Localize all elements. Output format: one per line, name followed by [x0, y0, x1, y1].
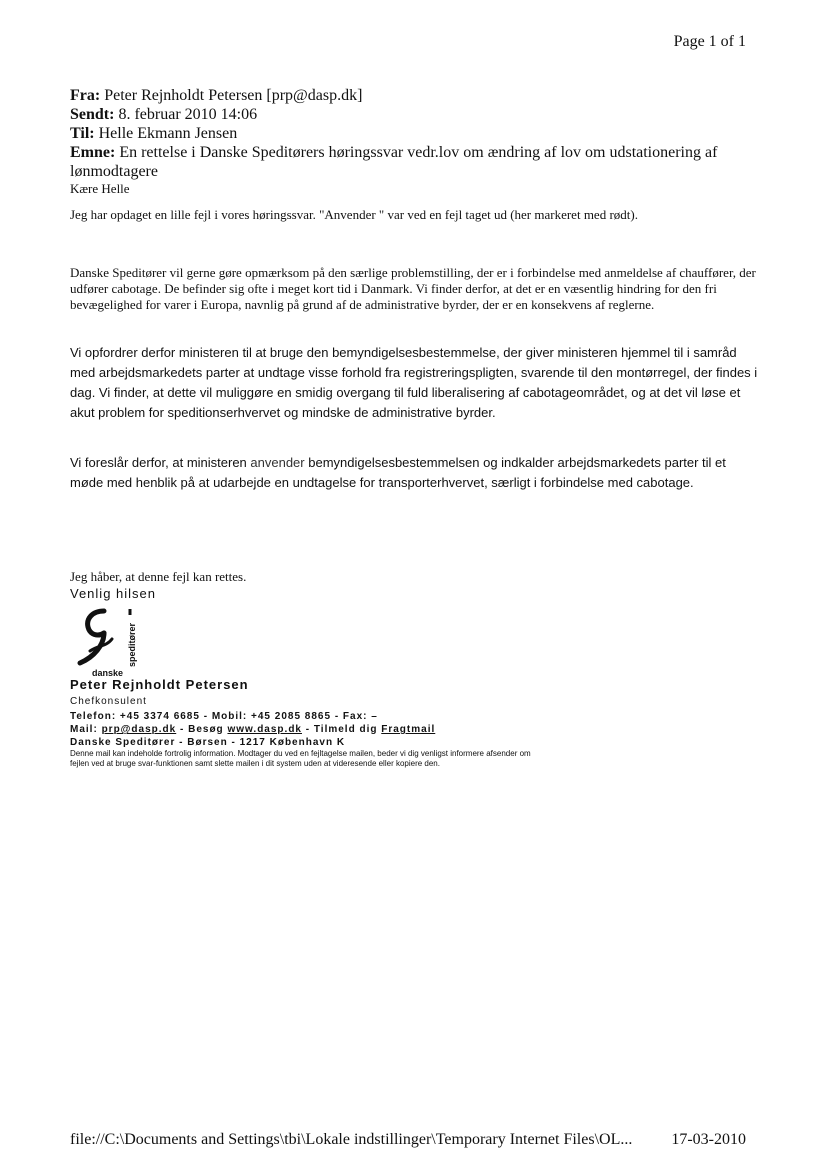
to-value: Helle Ekmann Jensen	[98, 125, 238, 142]
footer-date: 17-03-2010	[671, 1131, 746, 1148]
to-label: Til:	[70, 125, 95, 142]
website-link[interactable]: www.dasp.dk	[227, 724, 302, 735]
signature-disclaimer: Denne mail kan indeholde fortrolig information. Modtager du ved en fejltagelse mailen, beder vi dig venligst informere afsender om fejlen ved at bruge svar-funktionen samt slette mailen i dit system uden at videresende eller kopiere den.	[70, 749, 531, 768]
from-value: Peter Rejnholdt Petersen [prp@dasp.dk]	[104, 87, 363, 104]
correction-note: Jeg har opdaget en lille fejl i vores høringssvar. "Anvender " var ved en fejl taget ud (her markeret med rødt).	[70, 207, 638, 222]
highlighted-word: anvender	[250, 455, 305, 470]
danske-speditorer-logo	[74, 605, 144, 679]
subject-value: En rettelse i Danske Speditørers høringssvar vedr.lov om ændring af lov om udstationering af lønmodtagere	[70, 144, 718, 180]
signup-label: - Tilmeld dig	[301, 724, 382, 735]
regards-text: Venlig hilsen	[70, 586, 156, 601]
greeting: Kære Helle	[70, 181, 130, 196]
proposal-text-after: bemyndigelsesbestemmelsen og indkalder arbejdsmarkedets parter til et møde med henblik på at udarbejde en undtagelse for transporterhvervet, særligt i forbindelse med cabotage.	[70, 455, 726, 490]
subject-label: Emne:	[70, 144, 116, 161]
signature-title: Chefkonsulent	[70, 696, 147, 707]
signature-mail-line	[70, 723, 760, 736]
closing-block	[70, 569, 760, 602]
sent-line	[70, 105, 760, 124]
paragraph-proposal	[70, 453, 760, 493]
footer-file-path: file://C:\Documents and Settings\tbi\Lokale indstillinger\Temporary Internet Files\OL...	[70, 1131, 633, 1148]
proposal-text-before: Vi foreslår derfor, at ministeren	[70, 455, 251, 470]
mail-label: Mail:	[70, 724, 102, 735]
signature-phone-line: Telefon: +45 3374 6685 - Mobil: +45 2085 8865 - Fax: –	[70, 711, 378, 722]
logo-text-bottom: danske	[92, 668, 124, 678]
visit-label: - Besøg	[176, 724, 228, 735]
email-header	[70, 86, 760, 197]
signature-name: Peter Rejnholdt Petersen	[70, 677, 249, 692]
signature-address-line: Danske Speditører - Børsen - 1217 København K	[70, 737, 346, 748]
paragraph-cabotage: Danske Speditører vil gerne gøre opmærksom på den særlige problemstilling, der er i forbindelse med anmeldelse af chauffører, der udfører cabotage. De befinder sig ofte i meget kort tid i Danmark. Vi finder derfor, at det er en væsentlig hindring for den fri bevægelighed for varer i Europa, navnlig på grund af de administrative byrder, der er en konsekvens af reglerne.	[70, 265, 756, 312]
mail-link[interactable]: prp@dasp.dk	[101, 724, 177, 735]
from-label: Fra:	[70, 87, 101, 104]
to-line	[70, 124, 760, 143]
page-number: Page 1 of 1	[673, 33, 746, 50]
sent-value: 8. februar 2010 14:06	[118, 106, 258, 123]
fragtmail-link[interactable]: Fragtmail	[381, 724, 436, 735]
subject-line	[70, 143, 760, 181]
sent-label: Sendt:	[70, 106, 115, 123]
from-line	[70, 86, 760, 105]
logo-text-vertical: speditører	[127, 622, 137, 667]
signature-block	[70, 676, 760, 769]
closing-text: Jeg håber, at denne fejl kan rettes.	[70, 569, 247, 584]
paragraph-request: Vi opfordrer derfor ministeren til at bruge den bemyndigelsesbestemmelse, der giver ministeren hjemmel til i samråd med arbejdsmarkedets parter at undtage visse forhold fra registreringspligten, svarende til den montørregel, der findes i dag. Vi finder, at dette vil muliggøre en smidig overgang til fuld liberalisering af cabotageområdet, og at det vil løse et akut problem for speditionserhvervet og mindske de administrative byrder.	[70, 345, 758, 420]
